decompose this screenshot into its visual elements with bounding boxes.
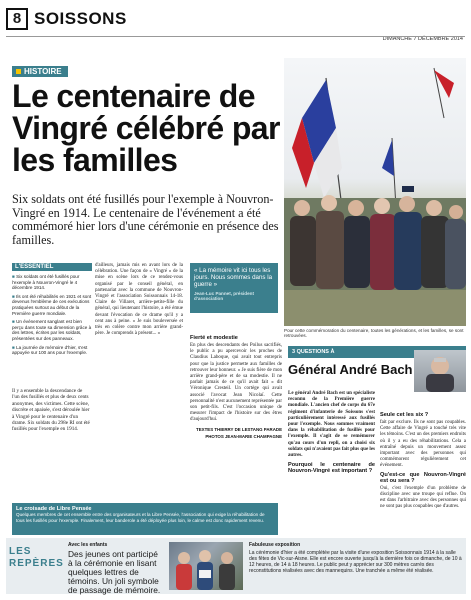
interview-intro: Le général André Bach est un spécialiste reconnu de la Première guerre mondiale. L'ancien chef de corps du 67e régiment d'infanterie de Soissons s'est particulièrement intéressé aux fusillés pour l'exemple. Nous sommes vraiment dans la réhabilitation de fusillés pour l'exemple. Il s'agit de se remémorer qu'au cours d'un repli, on a choisi six soldats qui n'avaient pas fait plus que les autres. xyxy=(288,391,375,459)
reperes-exhibition-text: La cérémonie d'hier a été complétée par la visite d'une exposition Soissonnais 1914 à la salle des fêtes de Vic-sur-Aisne. Elle est encore ouverte jusqu'à la dernière fois ce dimanche, de 10 à 12 heures, de 14 à 18 heures. Le public peut y apprécier sur 300 mètres carrés des reconstitutions réalisées avec des mannequins. Une tranchée a même été réalisée. xyxy=(249,550,462,574)
reperes-exhibition-title: Fabuleuse exposition xyxy=(249,542,301,548)
article-kicker: HISTOIRE xyxy=(12,66,68,77)
essentiel-box xyxy=(12,263,92,356)
reperes-panel xyxy=(6,538,466,594)
essentiel-item: ■ Six soldats ont été fusillés pour l'exemple à Nouvron-Vingré le 4 décembre 1914. xyxy=(12,274,92,291)
essentiel-item: ■ Ils ont été réhabilités en 1921 et sont devenus l'emblème de ces exécutions pratiquées surtout au début de la Première guerre mondiale. xyxy=(12,294,92,316)
interview-column-2 xyxy=(380,410,466,510)
column-text: En plus des descendants des Poilus sacrifiés, le public a pu apercevoir les proches de Claudius Laboque, qui avait tout entrepris pour que la justice permette aux familles de retrouver leur honneur. « Je suis fière de mon arrière grand-père et de sa modestie. Il ne parlait jamais de ce qu'il avait fait » dit Véronique Cresteil. Un cortège qui avait associé l'avocat Jean Nicolaï. Cette personnalité n'est aucunement représentée par son petit-fils. C'est l'occasion unique de mesurer l'impact de l'histoire sur des êtres d'aujourd'hui. xyxy=(190,343,282,423)
pull-quote-text: « La mémoire vit ici tous les jours. Nous sommes dans la guerre » xyxy=(194,267,273,288)
section-title: SOISSONS xyxy=(34,9,127,28)
libre-pensee-title: Le croisade de Libre Pensée xyxy=(16,506,92,512)
article-lede: Il y a ensemble la descendance de l'un des fusillés et plus de deux cents anonymes, des victimes. Cette scène, discrète et apaisée, s'est déroulée hier à Vingré pour le centenaire d'un drame. Six soldats du 298e RI ont été fusillés pour l'exemple en 1914. xyxy=(12,388,90,433)
photo-caption: Pour cette commémoration du centenaire, toutes les générations, et les familles, se sont retrouvées. xyxy=(284,328,464,338)
reperes-label: LES REPÈRES xyxy=(9,546,64,569)
children-photo xyxy=(169,542,243,590)
interview-question: Seule cet les six ? xyxy=(380,412,429,418)
pull-quote-attribution: Jean-Luc Pannet, président d'association xyxy=(194,291,254,301)
interview-column-1 xyxy=(288,391,375,476)
article-deck: Six soldats ont été fusillés pour l'exemple à Nouvron-Vingré en 1914. Le centenaire de l'événement a été commémoré hier lors d'une cérémonie en présence des familles. xyxy=(12,192,279,247)
page-number: 8 xyxy=(6,8,28,30)
reperes-exhibition xyxy=(249,542,463,574)
interview-answer: Oui, c'est l'exemple d'un problème de discipline avec une troupe qui reflue. On est dans l'arbitraire avec des personnes qui ne sont pas plus coupables que d'autres. xyxy=(380,485,466,510)
photo-credit: PHOTOS JEAN-MARIE CHAMPAGNE xyxy=(205,433,282,439)
interviewee-name: Général André Bach xyxy=(288,362,413,377)
interview-question: Pourquoi le centenaire de Nouvron-Vingré est important ? xyxy=(288,462,375,475)
children-photo-illustration xyxy=(169,542,243,590)
header-rule xyxy=(6,36,465,37)
libre-pensee-box xyxy=(12,503,278,535)
essentiel-title: L'ESSENTIEL xyxy=(12,263,92,271)
essentiel-item: ■ La journée de mémoire d'hier, s'est appuyée sur 100 ans pour l'exemple. xyxy=(12,345,92,356)
three-questions-label: 3 QUESTIONS À xyxy=(288,346,466,358)
issue-date: DIMANCHE 7 DÉCEMBRE 2014 xyxy=(382,36,463,42)
text-credit: TEXTES THIERRY DE LESTANG PARADE xyxy=(196,426,282,432)
masthead xyxy=(6,8,465,42)
reperes-children xyxy=(68,542,164,595)
pull-quote xyxy=(190,263,278,313)
libre-pensee-text: Quelques membres de cet ensemble entre des organisateurs et la Libre Pensée, l'association qui exige la réhabilitation de tous les fusillés pour l'exemple. Finalement, leur banderole a été déployée plus loin, le calme est donc rapidement revenu. xyxy=(16,512,265,523)
article-column-1: d'ailleurs, jamais mis en avant lors de la célébration. Une façon de « Vingré » de la mise en scène lors de ce rendez-vous organisé par le conseil général, en partenariat avec la commune de Nouvron-Vingré et l'association Soissonnais 14-18. Claire de Villaret, arrière-petite-fille du général, qui lieutenant l'histoire, a été émue devant l'évocation de ce drame qu'il y a cent ans à peine. « Je suis bouleversée et très en colère contre mon arrière grand-père. Je comprends à présent... » xyxy=(95,263,183,337)
article-column-2 xyxy=(190,333,282,441)
article-headline: Le centenaire de Vingré célébré par les familles xyxy=(12,78,280,178)
interview-answer: fait par exclure. Ils ne sont pas coupables. Cette affaire de Vingré a touché très vite les témoins. C'est un des premiers endroits où il y a eu des réhabilitations. Cela a entraîné depuis un mouvement assez important avec des personnes qui commémorent régulièrement cet événement. xyxy=(380,420,466,469)
essentiel-item: ■ Un événement sanglant est bien perçu dans toute sa dimension grâce à des lettres, écrites par les soldats, présentées sur des panneaux. xyxy=(12,319,92,341)
reperes-children-title: Avec les enfants xyxy=(68,542,108,548)
interview-question: Qu'est-ce que Nouvron-Vingré est ou sera ? xyxy=(380,471,466,484)
ceremony-photo xyxy=(284,58,466,326)
ceremony-photo-illustration xyxy=(284,58,466,326)
column-subheading: Fierté et modestie xyxy=(190,335,238,341)
portrait-illustration xyxy=(414,350,466,392)
reperes-children-text: Des jeunes ont participé à la cérémonie en lisant quelques lettres de témoins. Un joli symbole de passage de mémoire. xyxy=(68,549,161,595)
interviewee-portrait xyxy=(414,350,466,392)
